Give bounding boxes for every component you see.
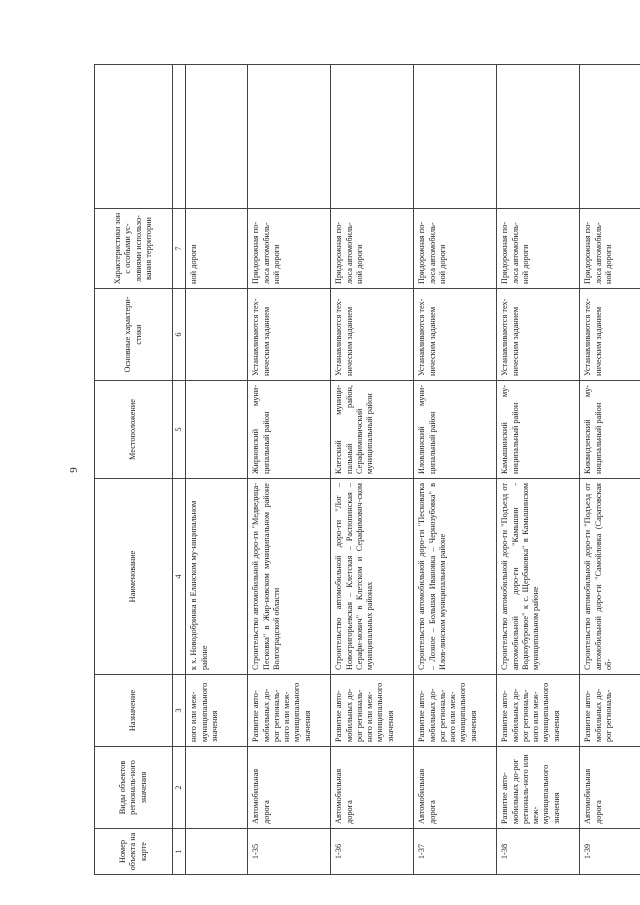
table-row [331, 65, 414, 875]
continuation-row [186, 65, 248, 875]
column-number: 2 [173, 747, 186, 829]
page-number: 9 [68, 467, 80, 473]
cell-empty [331, 65, 414, 209]
table-row [414, 65, 497, 875]
cell-name: Строительство автомобильной доро-ги "Песковатка – Лозное – Большая Ивановка – Чернозубовка" в Илов-линском муниципальном районе [414, 479, 497, 675]
table-row [248, 65, 331, 875]
cell-zone: Придорожная по-лоса автомобиль-ной дороги [497, 209, 580, 289]
cell-type: Развитие авто-мобильных до-рог региональ-ного или меж-муниципального значения [497, 747, 580, 829]
header-name: Наименование [95, 479, 173, 675]
cell-location: Клетский муници-пальный район, Серафимовичский муниципальный район [331, 381, 414, 479]
cell-purpose: Развитие авто-мобильных до-рог региональ-ного или меж-муниципального значения [414, 675, 497, 747]
column-number: 5 [173, 381, 186, 479]
cell-type: Автомобильная дорога [414, 747, 497, 829]
cell-type [186, 747, 248, 829]
cell-name: Строительство автомобильной доро-ги "Подъезд от автомобильной доро-ги "Камышин - Водноубуровое" к с. Щербаковка" в Камышинском муниципальном районе [497, 479, 580, 675]
cell-location [186, 381, 248, 479]
cell-type: Автомобильная дорога [331, 747, 414, 829]
cell-purpose: Развитие авто-мобильных до-рог региональ-ного или меж-муниципального значения [497, 675, 580, 747]
cell-name: Строительство автомобильной доро-ги "Медведица-Песковка" в Жир-новском муниципальном районе Волгоградской области [248, 479, 331, 675]
cell-empty [414, 65, 497, 209]
rotated-page [60, 65, 635, 875]
cell-type: Автомобильная дорога [580, 747, 640, 829]
cell-empty [186, 65, 248, 209]
cell-characteristics: Устанавливаются тех-ническим заданием [331, 289, 414, 381]
cell-number: 1-38 [497, 829, 580, 875]
cell-characteristics: Устанавливаются тех-ническим заданием [580, 289, 640, 381]
cell-zone: Придорожная по-лоса автомобиль-ной дороги [580, 209, 640, 289]
cell-purpose: Развитие авто-мобильных до-рог региональ-ного или меж-муниципального значения [248, 675, 331, 747]
cell-location: Камышинский му-ниципальный район [497, 381, 580, 479]
cell-location: Киквидзенский му-ниципальный район [580, 381, 640, 479]
cell-location: Иловлинский муни-ципальный район [414, 381, 497, 479]
cell-characteristics: Устанавливаются тех-ническим заданием [248, 289, 331, 381]
cell-number: 1-37 [414, 829, 497, 875]
cell-name: Строительство автомобильной доро-ги "Подъезд от автомобильной доро-ги "Самойловка (Саратовская об- [580, 479, 640, 675]
cell-zone: ной дороги [186, 209, 248, 289]
column-number: 7 [173, 209, 186, 289]
header-empty [95, 65, 173, 209]
cell-name: Строительство автомобильной доро-ги "Лог – Новогригорьевская – Клетская – Распопинская – Серафи-мович" в Клетском и Серафимович-ском муниципальных районах [331, 479, 414, 675]
regional-objects-table [94, 64, 640, 875]
cell-characteristics: Устанавливаются тех-ническим заданием [497, 289, 580, 381]
column-number: 6 [173, 289, 186, 381]
cell-number: 1-35 [248, 829, 331, 875]
cell-characteristics: Устанавливаются тех-ническим заданием [414, 289, 497, 381]
column-number: 4 [173, 479, 186, 675]
cell-name: к х. Новодобринка в Еланском му-ниципальном районе [186, 479, 248, 675]
cell-purpose: ного или меж-муниципального значения [186, 675, 248, 747]
column-number: 1 [173, 829, 186, 875]
cell-empty [248, 65, 331, 209]
cell-empty [497, 65, 580, 209]
header-number: Номер объекта на карте [95, 829, 173, 875]
cell-zone: Придорожная по-лоса автомобиль-ной дороги [248, 209, 331, 289]
cell-zone: Придорожная по-лоса автомобиль-ной дороги [414, 209, 497, 289]
table-row [497, 65, 580, 875]
table-row [580, 65, 640, 875]
cell-number: 1-36 [331, 829, 414, 875]
column-numbers-row [173, 65, 186, 875]
cell-characteristics [186, 289, 248, 381]
table-header-row [95, 65, 173, 875]
header-zone: Характеристики зон с особыми ус-ловиями использо-вания территории [95, 209, 173, 289]
cell-number [186, 829, 248, 875]
cell-purpose: Развитие авто-мобильных до-рог региональ- [580, 675, 640, 747]
header-purpose: Назначение [95, 675, 173, 747]
cell-number: 1-39 [580, 829, 640, 875]
column-number-empty [173, 65, 186, 209]
cell-purpose: Развитие авто-мобильных до-рог региональ-ного или меж-муниципального значения [331, 675, 414, 747]
cell-location: Жирновский муни-ципальный район [248, 381, 331, 479]
header-characteristics: Основные характери-стики [95, 289, 173, 381]
cell-zone: Придорожная по-лоса автомобиль-ной дороги [331, 209, 414, 289]
column-number: 3 [173, 675, 186, 747]
header-type: Виды объектов региональ-ного значения [95, 747, 173, 829]
cell-empty [580, 65, 640, 209]
cell-type: Автомобильная дорога [248, 747, 331, 829]
header-location: Местоположение [95, 381, 173, 479]
